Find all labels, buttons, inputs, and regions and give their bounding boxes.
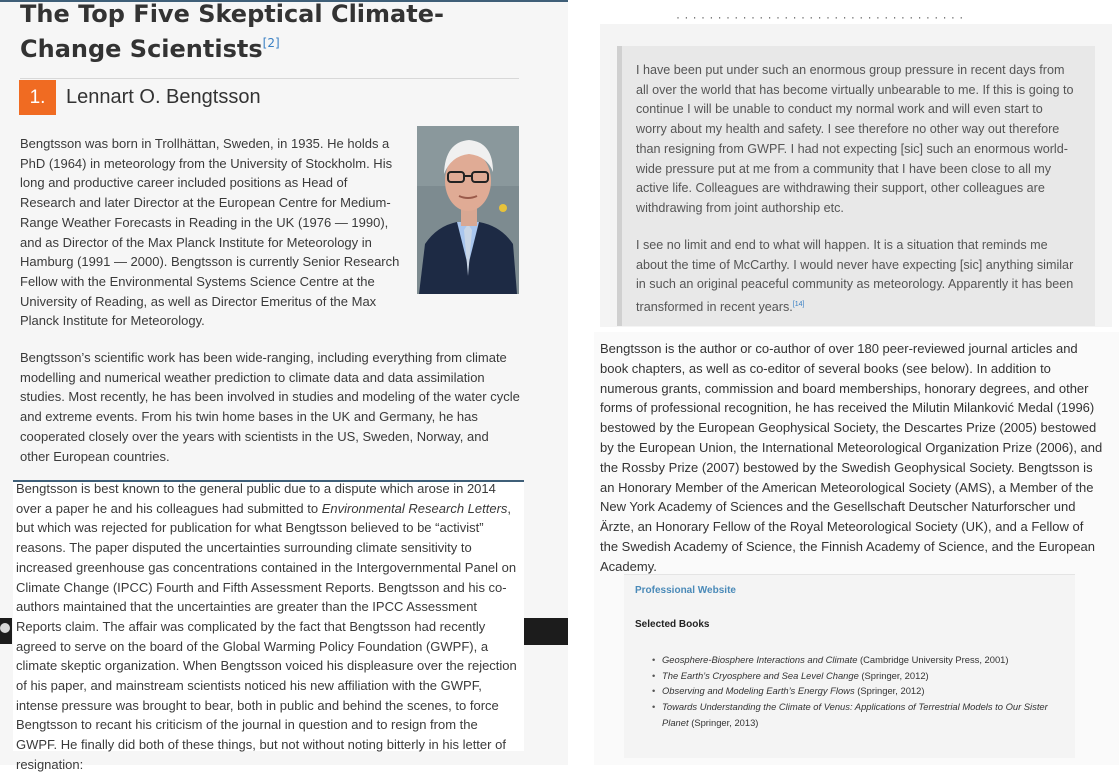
quote-paragraph-2 — [636, 236, 1076, 318]
quote-reference-link[interactable]: [14] — [792, 301, 805, 309]
quote-paragraph-2-text: I see no limit and end to what will happen. It is a situation that reminds me about the time of McCarthy. I would never have expecting [sic] anything similar in such an original peaceful community as meteorology. Apparently it has been transformed in recent years. — [636, 238, 1074, 315]
title-reference-link[interactable]: [2] — [262, 36, 280, 50]
book-publisher: (Springer, 2012) — [854, 685, 925, 697]
widget-icon — [0, 623, 10, 633]
book-title: Towards Understanding the Climate of Venus: Applications of Terrestrial Models to Our Sister Planet — [662, 701, 1048, 728]
bio-paragraph-scientific-work: Bengtsson’s scientific work has been wide-ranging, including everything from climate modelling and numerical weather prediction to climate data and data assimilation studies. Most recently, he has been involved in studies and modeling of the water cycle and extreme events. From his twin home bases in the UK and Germany, he has cooperated closely over the years with scientists in the US, Sweden, Norway, and other European countries. — [20, 350, 520, 464]
bio-paragraph-dispute — [16, 479, 521, 775]
selected-books-heading: Selected Books — [635, 619, 710, 630]
page-title-text: The Top Five Skeptical Climate-Change Scientists — [20, 0, 444, 63]
overlay-bar — [524, 618, 568, 645]
scientist-name-heading: Lennart O. Bengtsson — [66, 86, 261, 108]
section-divider — [20, 78, 519, 79]
scientist-portrait — [417, 126, 519, 294]
book-publisher: (Springer, 2012) — [858, 669, 929, 681]
portrait-illustration — [417, 126, 519, 294]
book-item — [652, 699, 1072, 730]
book-title: Geosphere-Biosphere Interactions and Climate — [662, 654, 858, 665]
professional-website-link[interactable]: Professional Website — [635, 585, 736, 596]
book-publisher: (Cambridge University Press, 2001) — [857, 654, 1009, 665]
book-title: Observing and Modeling Earth’s Energy Flows — [662, 685, 855, 697]
clipped-text-fragment: · · · · · · · · · · · · · · · · · · · · · · · · · · · · · · · · · · · — [676, 10, 964, 24]
dispute-text-rest: , but which was rejected for publication for what Bengtsson believed to be “activist” reasons. The paper disputed the uncertainties surrounding climate sensitivity to increased greenhouse gas concentrations contained in the Intergovernmental Panel on Climate Change (IPCC) Fourth and Fifth Assessment Reports. Bengtsson and his co-authors maintained that the uncertainties are greater than the IPCC Assessment Reports claim. The affair was complicated by the fact that Bengtsson had recently agreed to serve on the board of the Global Warming Policy Foundation (GWPF), a climate skeptic organization. When Bengtsson voiced his displeasure over the rejection of his paper, and mainstream scientists noticed his new affiliation with the GWPF, intense pressure was brought to bear, both in public and behind the scenes, to force Bengtsson to recant his criticism of the journal in question and to resign from the GWPF. He finally did both of these things, but not without noting bitterly in his letter of resignation: — [16, 500, 517, 772]
journal-name: Environmental Research Letters — [321, 500, 508, 516]
clipped-text-line — [600, 0, 1110, 24]
page-title — [20, 0, 540, 64]
selected-books-list — [652, 652, 1072, 731]
book-title: The Earth’s Cryosphere and Sea Level Change — [662, 669, 859, 681]
rank-badge: 1. — [19, 80, 56, 115]
quote-paragraph-1: I have been put under such an enormous group pressure in recent days from all over the world that has become virtually unbearable to me. If this is going to continue I will be unable to conduct my normal work and will even start to worry about my health and safety. I see therefore no other way out therefore than resigning from GWPF. I had not expecting [sic] such an enormous world-wide pressure put at me from a community that I have been close to all my active life. Colleagues are withdrawing their support, other colleagues are withdrawing from joint authorship etc. — [636, 63, 1074, 215]
book-publisher: (Springer, 2013) — [688, 716, 759, 728]
book-item — [652, 683, 1072, 699]
bio-paragraph-birth-career: Bengtsson was born in Trollhättan, Sweden, in 1935. He holds a PhD (1964) in meteorology from the University of Stockholm. His long and productive career included positions as Head of Research and later Director at the European Centre for Medium-Range Weather Forecasts in Reading in the UK (1976 — 1990), and as Director of the Max Planck Institute for Meteorology in Hamburg (1991 — 2000). Bengtsson is currently Senior Research Fellow with the Environmental Systems Science Centre at the University of Reading, as well as Director Emeritus of the Max Planck Institute for Meteorology. — [20, 136, 400, 329]
dispute-text-start: Bengtsson is best known to the general public due to a dispute which arose in 2014 over a paper he and his colleagues had submitted to — [16, 481, 496, 516]
book-item — [652, 652, 1072, 668]
book-item — [652, 668, 1072, 684]
author-achievements-paragraph: Bengtsson is the author or co-author of over 180 peer-reviewed journal articles and book chapters, as well as co-editor of several books (see below). In addition to numerous grants, commission and board memberships, honorary degrees, and other forms of professional recognition, he has received the Milutin Milanković Medal (1996) bestowed by the European Geophysical Society, the Descartes Prize (2005) bestowed by the European Union, the International Meteorological Organization Prize (2006), and the Rossby Prize (2007) bestowed by the Swedish Geophysical Society. Bengtsson is an Honorary Member of the American Meteorological Society (AMS), a Member of the New York Academy of Sciences and the Gesellschaft Deutscher Naturforscher und Ärzte, an Honorary Fellow of the Royal Meteorological Society (UK), and a Fellow of the Swedish Academy of Science, the Finnish Academy of Science, and the European Academy. — [600, 341, 1103, 574]
